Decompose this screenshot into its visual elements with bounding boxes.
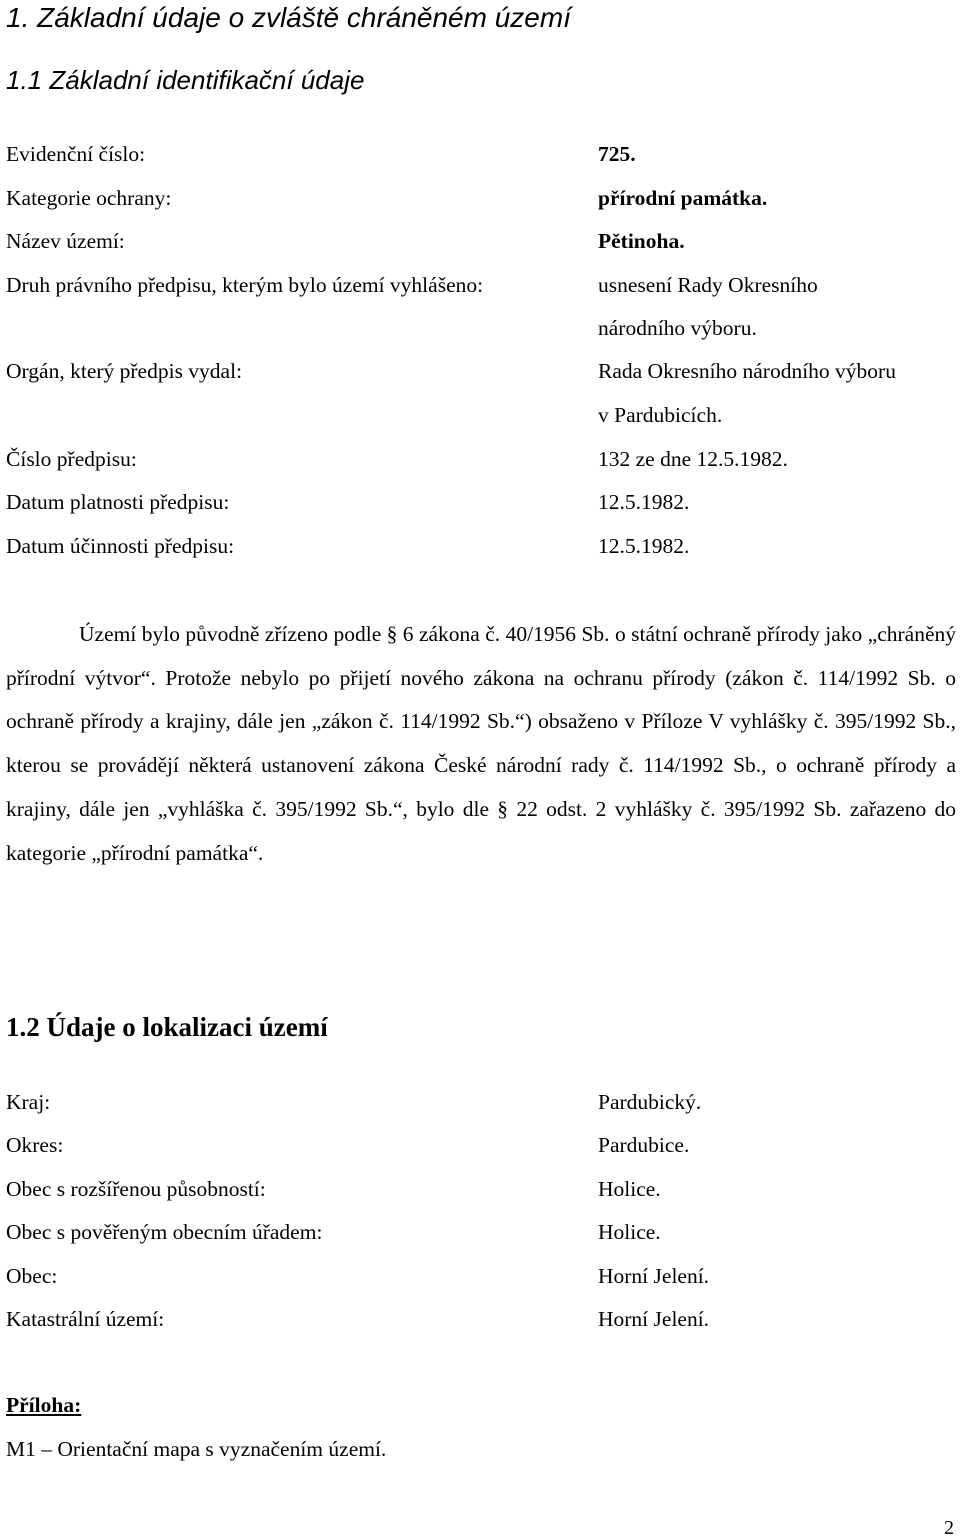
value-okres: Pardubice.: [598, 1133, 690, 1157]
value-kategorie: přírodní památka.: [598, 186, 768, 210]
value-druh-predpisu-line1: usnesení Rady Okresního: [598, 273, 818, 297]
value-kraj: Pardubický.: [598, 1090, 702, 1114]
subsection-title-location: 1.2 Údaje o lokalizaci území: [6, 1012, 328, 1042]
label-datum-platnosti: Datum platnosti předpisu:: [6, 490, 230, 514]
label-nazev: Název území:: [6, 229, 125, 253]
value-datum-ucinnosti: 12.5.1982.: [598, 534, 690, 558]
label-organ: Orgán, který předpis vydal:: [6, 359, 243, 383]
label-obec-poverena: Obec s pověřeným obecním úřadem:: [6, 1220, 323, 1244]
value-evidencni-cislo: 725.: [598, 142, 636, 166]
label-evidencni-cislo: Evidenční číslo:: [6, 142, 146, 166]
value-obec-poverena: Holice.: [598, 1220, 661, 1244]
value-obec: Horní Jelení.: [598, 1264, 710, 1288]
label-datum-ucinnosti: Datum účinnosti předpisu:: [6, 534, 235, 558]
label-obec: Obec:: [6, 1264, 58, 1288]
value-cislo-predpisu: 132 ze dne 12.5.1982.: [598, 447, 788, 471]
section-title: 1. Základní údaje o zvláště chráněném území: [6, 2, 571, 33]
page-number: 2: [944, 1517, 954, 1539]
label-kraj: Kraj:: [6, 1090, 51, 1114]
label-cislo-predpisu: Číslo předpisu:: [6, 447, 137, 471]
label-kategorie: Kategorie ochrany:: [6, 186, 172, 210]
attachment-item: M1 – Orientační mapa s vyznačením území.: [6, 1437, 387, 1461]
subsection-title-identification: 1.1 Základní identifikační údaje: [6, 65, 365, 95]
value-datum-platnosti: 12.5.1982.: [598, 490, 690, 514]
value-nazev: Pětinoha.: [598, 229, 685, 253]
label-obec-rozsirena: Obec s rozšířenou působností:: [6, 1177, 266, 1201]
value-obec-rozsirena: Holice.: [598, 1177, 661, 1201]
value-druh-predpisu-line2: národního výboru.: [598, 316, 757, 340]
label-okres: Okres:: [6, 1133, 64, 1157]
attachment-title: [6, 1393, 81, 1418]
value-organ-line1: Rada Okresního národního výboru: [598, 359, 896, 383]
label-katastr: Katastrální území:: [6, 1307, 165, 1331]
label-druh-predpisu: Druh právního předpisu, kterým bylo území vyhlášeno:: [6, 273, 484, 297]
value-organ-line2: v Pardubicích.: [598, 403, 723, 427]
attachment-title-colon: :: [74, 1393, 82, 1417]
history-paragraph: Území bylo původně zřízeno podle § 6 zákona č. 40/1956 Sb. o státní ochraně přírody jako „chráněný přírodní výtvor“. Protože nebylo po přijetí nového zákona na ochranu přírody (zákon č. 114/1992 Sb. o ochraně přírody a krajiny, dále jen „zákon č. 114/1992 Sb.“) obsaženo v Příloze V vyhlášky č. 395/1992 Sb., kterou se provádějí některá ustanovení zákona České národní rady č. 114/1992 Sb., o ochraně přírody a krajiny, dále jen „vyhláška č. 395/1992 Sb.“, bylo dle § 22 odst. 2 vyhlášky č. 395/1992 Sb. zařazeno do kategorie „přírodní památka“.: [6, 622, 956, 865]
value-katastr: Horní Jelení.: [598, 1307, 710, 1331]
attachment-title-text: Příloha: [6, 1393, 75, 1417]
